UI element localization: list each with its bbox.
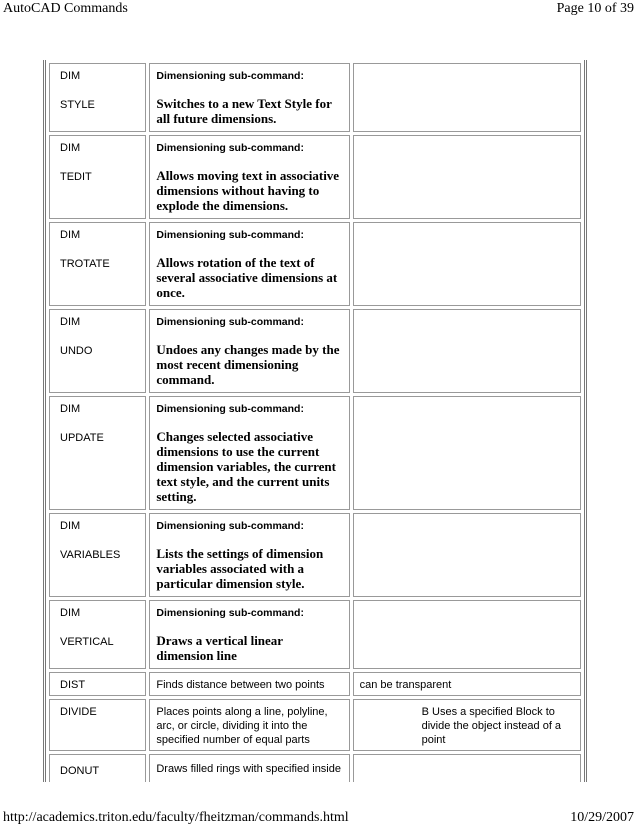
table-row bbox=[49, 135, 581, 219]
page-number: Page 10 of 39 bbox=[556, 1, 634, 16]
command-description: Draws filled rings with specified inside bbox=[156, 763, 341, 775]
command-note: can be transparent bbox=[359, 679, 452, 691]
command-name: DIM bbox=[60, 142, 81, 154]
subcommand-label: Dimensioning sub-command: bbox=[156, 70, 304, 82]
description-cell bbox=[149, 672, 349, 696]
command-description: Allows moving text in associative dimensions without having to explode the dimensions. bbox=[156, 168, 340, 213]
command-cell bbox=[49, 699, 146, 751]
subcommand-name: VERTICAL bbox=[60, 636, 114, 648]
command-name: DIM bbox=[60, 229, 81, 241]
command-cell bbox=[49, 63, 146, 132]
notes-cell bbox=[353, 672, 581, 696]
print-date: 10/29/2007 bbox=[570, 810, 634, 825]
subcommand-label: Dimensioning sub-command: bbox=[156, 229, 304, 241]
command-description: Places points along a line, polyline, arc, or circle, dividing it into the specified number of equal parts bbox=[156, 706, 328, 746]
table-row bbox=[49, 672, 581, 696]
subcommand-label: Dimensioning sub-command: bbox=[156, 607, 304, 619]
description-cell bbox=[149, 222, 349, 306]
command-description: Switches to a new Text Style for all future dimensions. bbox=[156, 96, 332, 126]
notes-cell bbox=[353, 754, 581, 782]
command-name: DIST bbox=[60, 679, 86, 691]
command-name: DONUT bbox=[60, 765, 100, 777]
description-cell bbox=[149, 600, 349, 669]
notes-cell bbox=[353, 513, 581, 597]
command-cell bbox=[49, 309, 146, 393]
notes-cell bbox=[353, 309, 581, 393]
subcommand-name: STYLE bbox=[60, 99, 95, 111]
table-row bbox=[49, 309, 581, 393]
description-cell bbox=[149, 63, 349, 132]
commands-table bbox=[43, 60, 587, 782]
command-description: Draws a vertical linear dimension line bbox=[156, 633, 283, 663]
command-cell bbox=[49, 135, 146, 219]
subcommand-name: VARIABLES bbox=[60, 549, 121, 561]
page-url: http://academics.triton.edu/faculty/fheitzman/commands.html bbox=[3, 810, 349, 825]
command-name: DIVIDE bbox=[60, 706, 97, 718]
subcommand-name: TEDIT bbox=[60, 171, 92, 183]
subcommand-name: TROTATE bbox=[60, 258, 110, 270]
table-row bbox=[49, 63, 581, 132]
table-row bbox=[49, 699, 581, 751]
table-row bbox=[49, 600, 581, 669]
command-cell bbox=[49, 396, 146, 510]
command-name: DIM bbox=[60, 520, 81, 532]
command-cell bbox=[49, 600, 146, 669]
command-description: Allows rotation of the text of several associative dimensions at once. bbox=[156, 255, 338, 300]
command-name: DIM bbox=[60, 70, 81, 82]
command-description: Lists the settings of dimension variables associated with a particular dimension style. bbox=[156, 546, 324, 591]
description-cell bbox=[149, 135, 349, 219]
description-cell bbox=[149, 754, 349, 782]
command-cell bbox=[49, 222, 146, 306]
commands-table-container bbox=[43, 60, 587, 782]
command-description: Undoes any changes made by the most recent dimensioning command. bbox=[156, 342, 340, 387]
description-cell bbox=[149, 513, 349, 597]
notes-cell bbox=[353, 699, 581, 751]
command-description: Changes selected associative dimensions to use the current dimension variables, the current text style, and the current units setting. bbox=[156, 429, 336, 504]
command-cell bbox=[49, 754, 146, 782]
page-header-title: AutoCAD Commands bbox=[3, 1, 128, 16]
subcommand-label: Dimensioning sub-command: bbox=[156, 520, 304, 532]
notes-cell bbox=[353, 600, 581, 669]
notes-cell bbox=[353, 135, 581, 219]
command-note: B Uses a specified Block to divide the object instead of a point bbox=[421, 706, 562, 746]
subcommand-name: UPDATE bbox=[60, 432, 104, 444]
notes-cell bbox=[353, 222, 581, 306]
command-cell bbox=[49, 672, 146, 696]
command-name: DIM bbox=[60, 316, 81, 328]
description-cell bbox=[149, 396, 349, 510]
notes-cell bbox=[353, 396, 581, 510]
subcommand-label: Dimensioning sub-command: bbox=[156, 316, 304, 328]
table-row bbox=[49, 222, 581, 306]
command-name: DIM bbox=[60, 607, 81, 619]
subcommand-label: Dimensioning sub-command: bbox=[156, 403, 304, 415]
subcommand-label: Dimensioning sub-command: bbox=[156, 142, 304, 154]
description-cell bbox=[149, 309, 349, 393]
description-cell bbox=[149, 699, 349, 751]
command-cell bbox=[49, 513, 146, 597]
table-row bbox=[49, 754, 581, 782]
command-description: Finds distance between two points bbox=[156, 679, 325, 691]
notes-cell bbox=[353, 63, 581, 132]
table-row bbox=[49, 513, 581, 597]
subcommand-name: UNDO bbox=[60, 345, 93, 357]
command-name: DIM bbox=[60, 403, 81, 415]
table-row bbox=[49, 396, 581, 510]
